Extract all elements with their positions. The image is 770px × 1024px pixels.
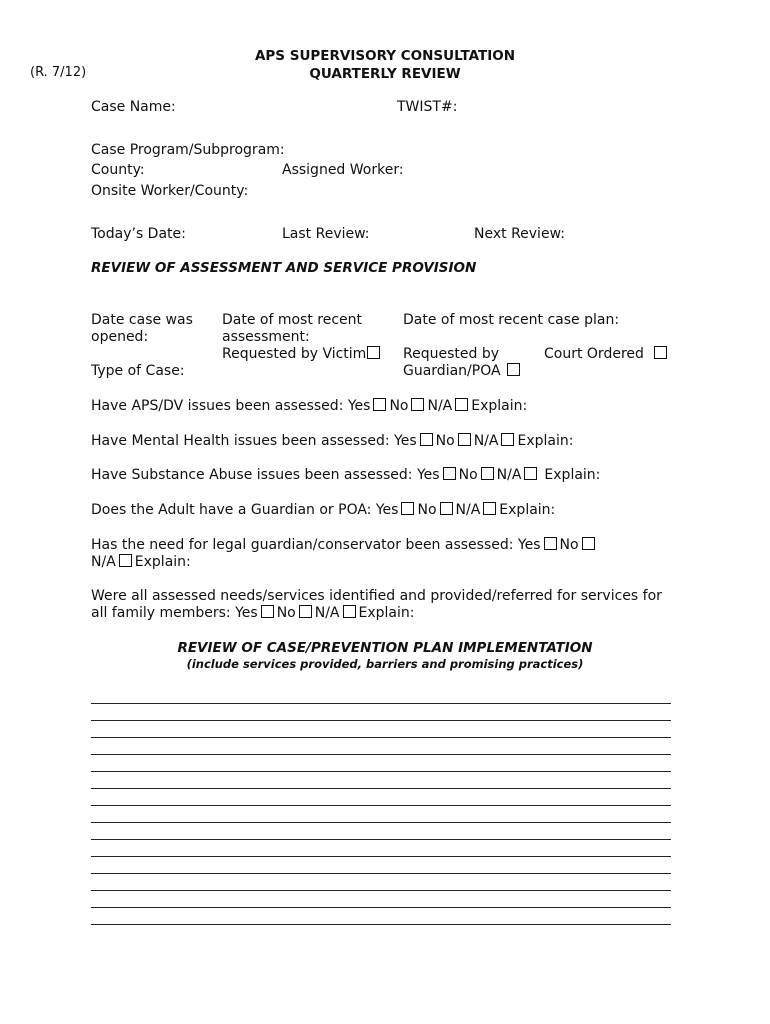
question-guardian-poa	[91, 502, 555, 518]
section-assessment-title: REVIEW OF ASSESSMENT AND SERVICE PROVISION	[91, 260, 477, 276]
type-of-case-label: Type of Case:	[91, 363, 185, 379]
na-label: N/A	[314, 605, 340, 621]
explain-label: Explain:	[499, 502, 556, 518]
writing-line[interactable]	[91, 907, 671, 908]
no-label: No	[417, 502, 437, 518]
date-opened-label: Date case was	[91, 312, 193, 328]
q1-no-checkbox[interactable]	[411, 398, 424, 411]
question-family-needs-label: all family members:	[91, 605, 231, 621]
q4-yes-checkbox[interactable]	[401, 502, 414, 515]
yes-label: Yes	[394, 433, 417, 449]
q2-no-checkbox[interactable]	[458, 433, 471, 446]
q6-na-checkbox[interactable]	[343, 605, 356, 618]
q2-na-checkbox[interactable]	[501, 433, 514, 446]
yes-label: Yes	[235, 605, 258, 621]
requested-by-guardian-label: Requested by	[403, 346, 499, 362]
case-name-label: Case Name:	[91, 99, 176, 115]
writing-line[interactable]	[91, 839, 671, 840]
requested-by-victim-checkbox[interactable]	[367, 346, 380, 359]
question-legal-guardian-cont	[91, 554, 191, 570]
q5-yes-checkbox[interactable]	[544, 537, 557, 550]
revision-label: (R. 7/12)	[30, 65, 87, 80]
explain-label: Explain:	[517, 433, 574, 449]
q2-yes-checkbox[interactable]	[420, 433, 433, 446]
requested-by-guardian-label-cont: Guardian/POA	[403, 363, 501, 379]
question-substance-abuse-label: Have Substance Abuse issues been assessed:	[91, 467, 413, 483]
na-label: N/A	[496, 467, 522, 483]
requested-by-victim-label: Requested by Victim	[222, 346, 367, 362]
case-program-label: Case Program/Subprogram:	[91, 142, 285, 158]
yes-label: Yes	[375, 502, 399, 518]
explain-label: Explain:	[358, 605, 415, 621]
county-label: County:	[91, 162, 145, 178]
requested-by-guardian-checkbox[interactable]	[507, 363, 520, 376]
court-ordered-checkbox[interactable]	[654, 346, 667, 359]
no-label: No	[276, 605, 296, 621]
q3-no-checkbox[interactable]	[481, 467, 494, 480]
next-review-label: Next Review:	[474, 226, 565, 242]
requested-by-victim-row	[222, 346, 383, 362]
question-mental-health-label: Have Mental Health issues been assessed:	[91, 433, 390, 449]
onsite-worker-label: Onsite Worker/County:	[91, 183, 249, 199]
q3-yes-checkbox[interactable]	[443, 467, 456, 480]
assigned-worker-label: Assigned Worker:	[282, 162, 404, 178]
writing-line[interactable]	[91, 720, 671, 721]
writing-line[interactable]	[91, 703, 671, 704]
recent-case-plan-label: Date of most recent case plan:	[403, 312, 620, 328]
writing-line[interactable]	[91, 771, 671, 772]
date-opened-label-cont: opened:	[91, 329, 149, 345]
question-aps-dv	[91, 398, 527, 414]
writing-line[interactable]	[91, 805, 671, 806]
na-label: N/A	[91, 554, 116, 570]
no-label: No	[559, 537, 579, 553]
writing-line[interactable]	[91, 856, 671, 857]
na-label: N/A	[455, 502, 481, 518]
question-aps-dv-label: Have APS/DV issues been assessed:	[91, 398, 344, 414]
question-legal-guardian-label: Has the need for legal guardian/conservator been assessed:	[91, 537, 514, 553]
writing-line[interactable]	[91, 754, 671, 755]
twist-label: TWIST#:	[397, 99, 458, 115]
form-title: APS SUPERVISORY CONSULTATION	[254, 48, 516, 64]
q6-no-checkbox[interactable]	[299, 605, 312, 618]
no-label: No	[435, 433, 455, 449]
na-label: N/A	[473, 433, 499, 449]
yes-label: Yes	[517, 537, 541, 553]
writing-line[interactable]	[91, 788, 671, 789]
q5-na-checkbox[interactable]	[119, 554, 132, 567]
question-guardian-poa-label: Does the Adult have a Guardian or POA:	[91, 502, 372, 518]
requested-by-guardian-row	[403, 363, 523, 379]
explain-label: Explain:	[471, 398, 528, 414]
q1-yes-checkbox[interactable]	[373, 398, 386, 411]
court-ordered-label: Court Ordered	[544, 346, 644, 362]
yes-label: Yes	[416, 467, 440, 483]
q6-yes-checkbox[interactable]	[261, 605, 274, 618]
na-label: N/A	[427, 398, 453, 414]
court-ordered-row	[544, 346, 670, 362]
form-subtitle: QUARTERLY REVIEW	[309, 66, 461, 82]
writing-line[interactable]	[91, 822, 671, 823]
q3-na-checkbox[interactable]	[524, 467, 537, 480]
todays-date-label: Today’s Date:	[91, 226, 186, 242]
recent-assessment-label-cont: assessment:	[222, 329, 310, 345]
section-plan-title: REVIEW OF CASE/PREVENTION PLAN IMPLEMENTATION	[177, 640, 593, 656]
q1-na-checkbox[interactable]	[455, 398, 468, 411]
explain-label: Explain:	[134, 554, 191, 570]
explain-label: Explain:	[544, 467, 601, 483]
q5-no-checkbox[interactable]	[582, 537, 595, 550]
q4-na-checkbox[interactable]	[483, 502, 496, 515]
no-label: No	[458, 467, 478, 483]
writing-line[interactable]	[91, 737, 671, 738]
question-family-needs: Were all assessed needs/services identified and provided/referred for services for	[91, 588, 662, 604]
section-plan-subtitle: (include services provided, barriers and promising practices)	[186, 657, 584, 671]
recent-assessment-label: Date of most recent	[222, 312, 363, 328]
q4-no-checkbox[interactable]	[440, 502, 453, 515]
yes-label: Yes	[347, 398, 371, 414]
writing-line[interactable]	[91, 924, 671, 925]
no-label: No	[389, 398, 409, 414]
writing-line[interactable]	[91, 873, 671, 874]
question-substance-abuse	[91, 467, 600, 483]
question-legal-guardian	[91, 537, 598, 553]
last-review-label: Last Review:	[282, 226, 370, 242]
question-family-needs-cont	[91, 605, 414, 621]
writing-line[interactable]	[91, 890, 671, 891]
question-mental-health	[91, 433, 573, 449]
